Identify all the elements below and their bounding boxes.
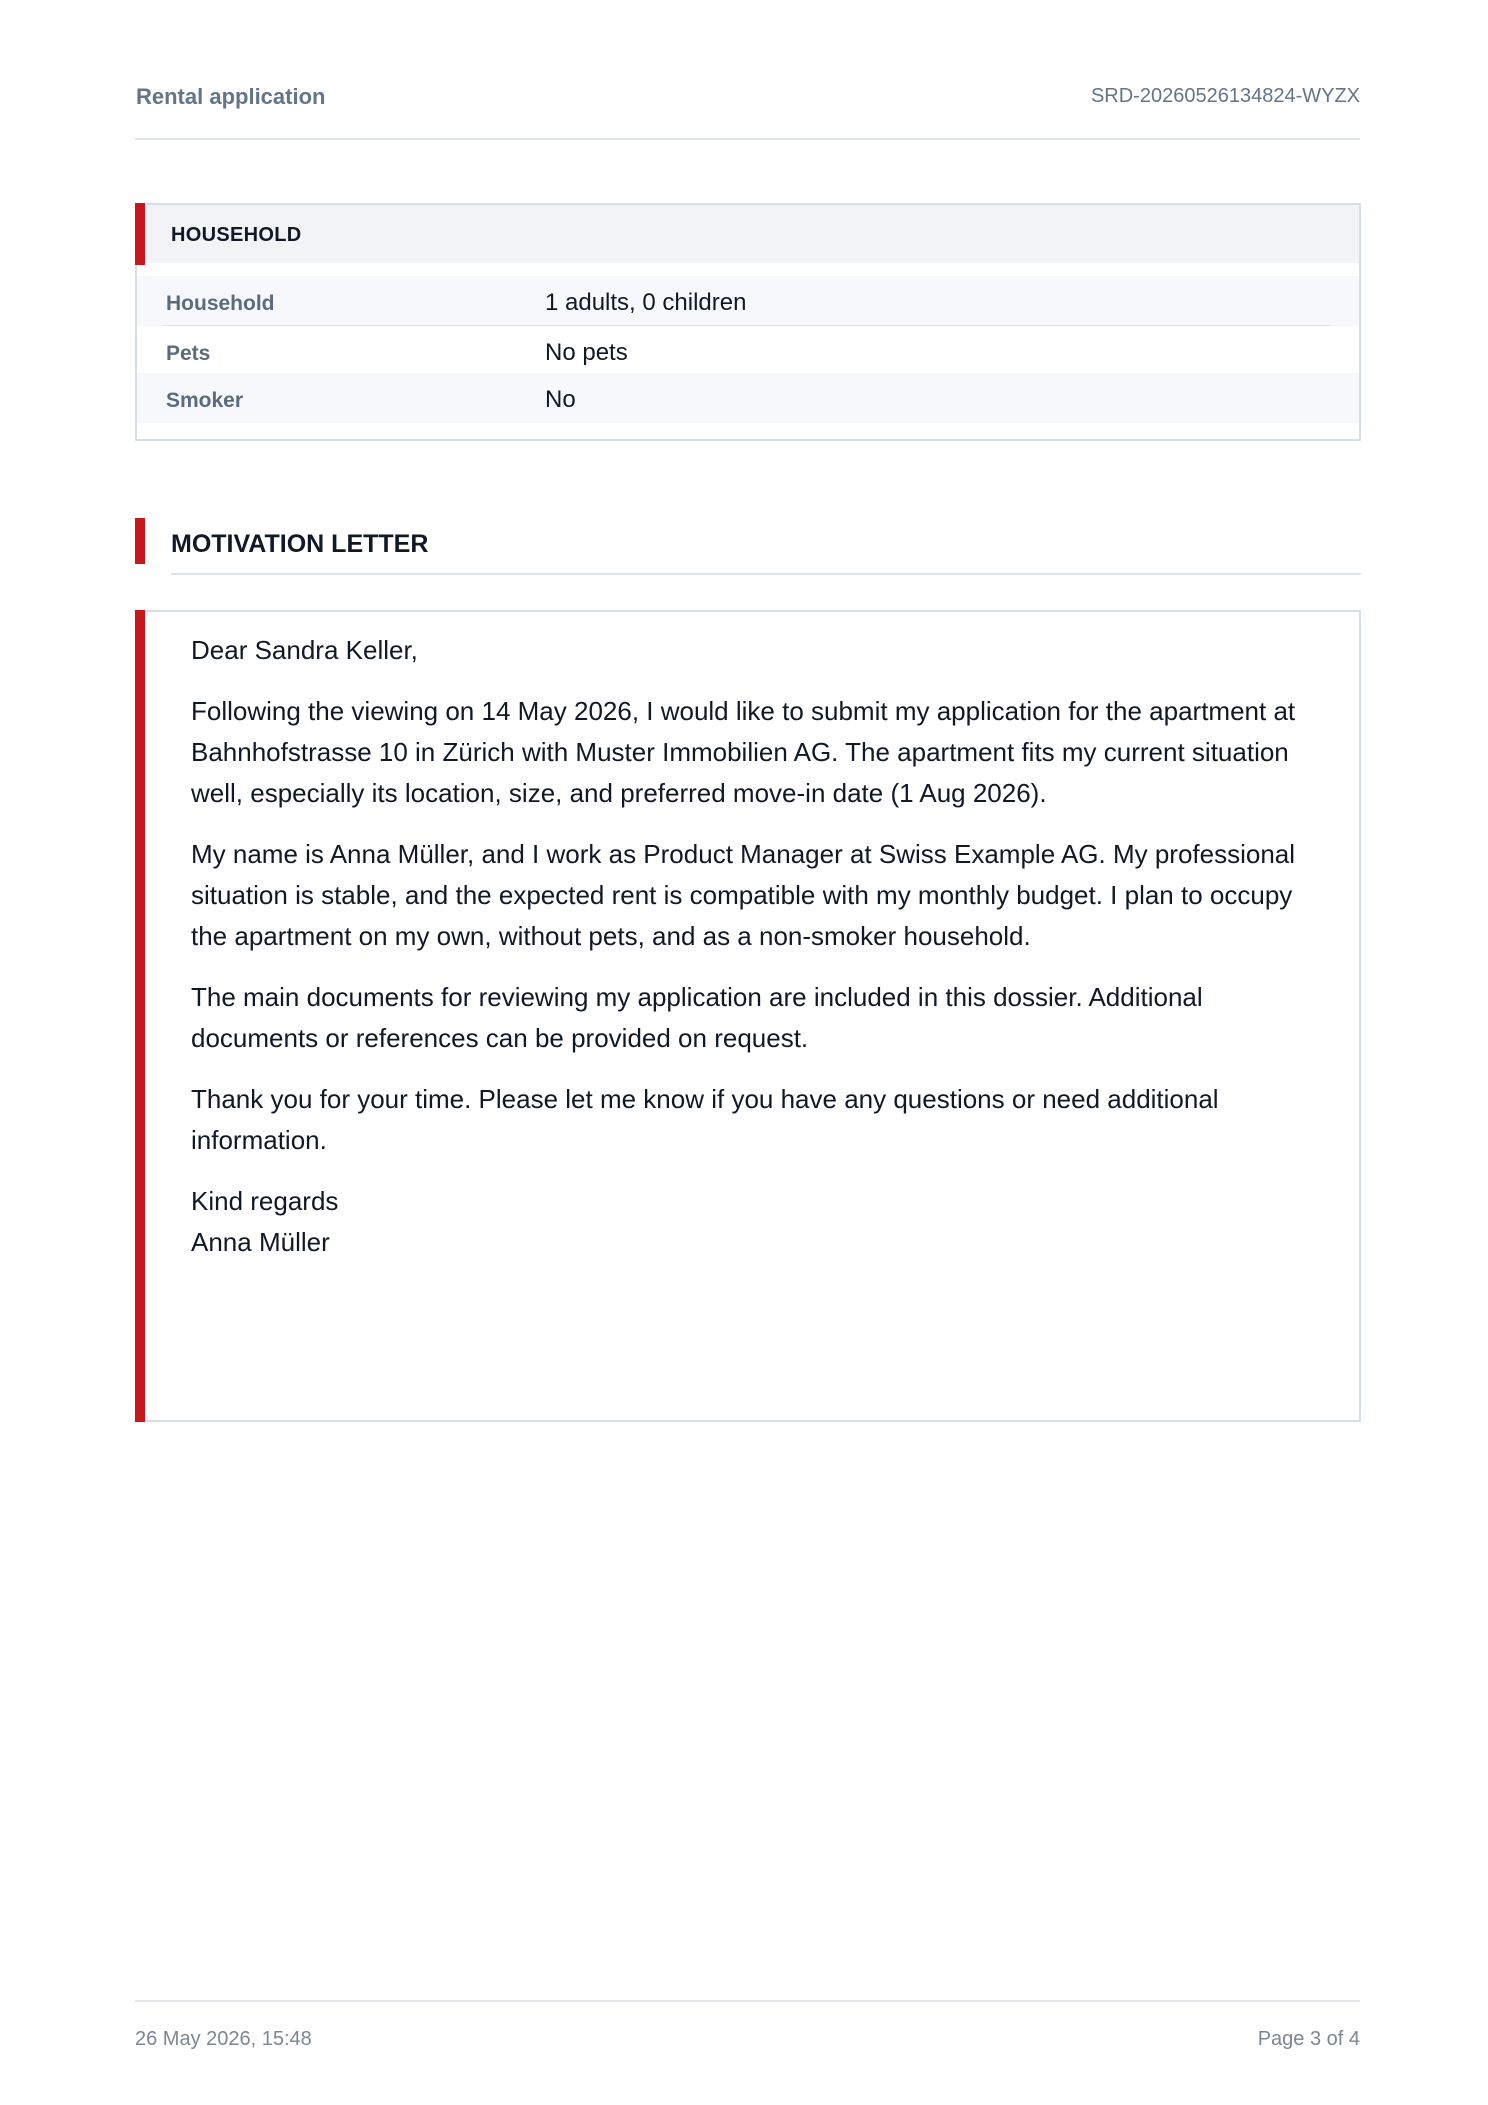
pets-value: No pets <box>545 339 628 366</box>
page-header <box>135 80 1360 140</box>
household-value: 1 adults, 0 children <box>545 289 747 316</box>
letter-body <box>191 630 1321 1263</box>
page-number: Page 3 of 4 <box>1257 2028 1360 2050</box>
motivation-letter-box <box>135 610 1361 1422</box>
letter-salutation: Dear Sandra Keller, <box>191 635 418 665</box>
letter-paragraph: My name is Anna Müller, and I work as Product Manager at Swiss Example AG. My professional situation is stable, and the expected rent is compatible with my monthly budget. I plan to occupy the apartment on my own, without pets, and as a non-smoker household. <box>191 839 1296 951</box>
letter-paragraph: Thank you for your time. Please let me know if you have any questions or need additional information. <box>191 1084 1219 1155</box>
letter-accent-bar <box>135 610 145 1422</box>
document-reference: SRD-20260526134824-WYZX <box>1090 85 1360 107</box>
household-section-title: HOUSEHOLD <box>171 224 302 246</box>
generated-timestamp: 26 May 2026, 15:48 <box>135 2028 312 2050</box>
section-divider <box>171 573 1361 575</box>
page-footer <box>135 2000 1360 2060</box>
smoker-label: Smoker <box>166 389 244 412</box>
smoker-row <box>137 373 1359 423</box>
letter-paragraph: Following the viewing on 14 May 2026, I would like to submit my application for the apartment at Bahnhofstrasse 10 in Zürich with Muster Immobilien AG. The apartment fits my current situation well, especially its location, size, and preferred move-in date (1 Aug 2026). <box>191 696 1296 808</box>
document-title: Rental application <box>136 84 326 109</box>
household-row <box>137 276 1359 326</box>
household-panel-header <box>137 205 1359 263</box>
letter-paragraph: The main documents for reviewing my application are included in this dossier. Additional documents or references can be provided on request. <box>191 982 1203 1053</box>
motivation-accent-bar <box>135 518 145 564</box>
pets-label: Pets <box>166 342 211 365</box>
letter-signature: Anna Müller <box>191 1227 330 1257</box>
household-label: Household <box>166 292 275 315</box>
motivation-letter-heading <box>135 518 1361 574</box>
pets-row <box>137 326 1359 373</box>
household-accent-bar <box>135 203 145 265</box>
smoker-value: No <box>545 386 576 413</box>
household-panel <box>135 203 1361 441</box>
letter-closing: Kind regards <box>191 1186 339 1216</box>
motivation-section-title: MOTIVATION LETTER <box>171 530 429 558</box>
